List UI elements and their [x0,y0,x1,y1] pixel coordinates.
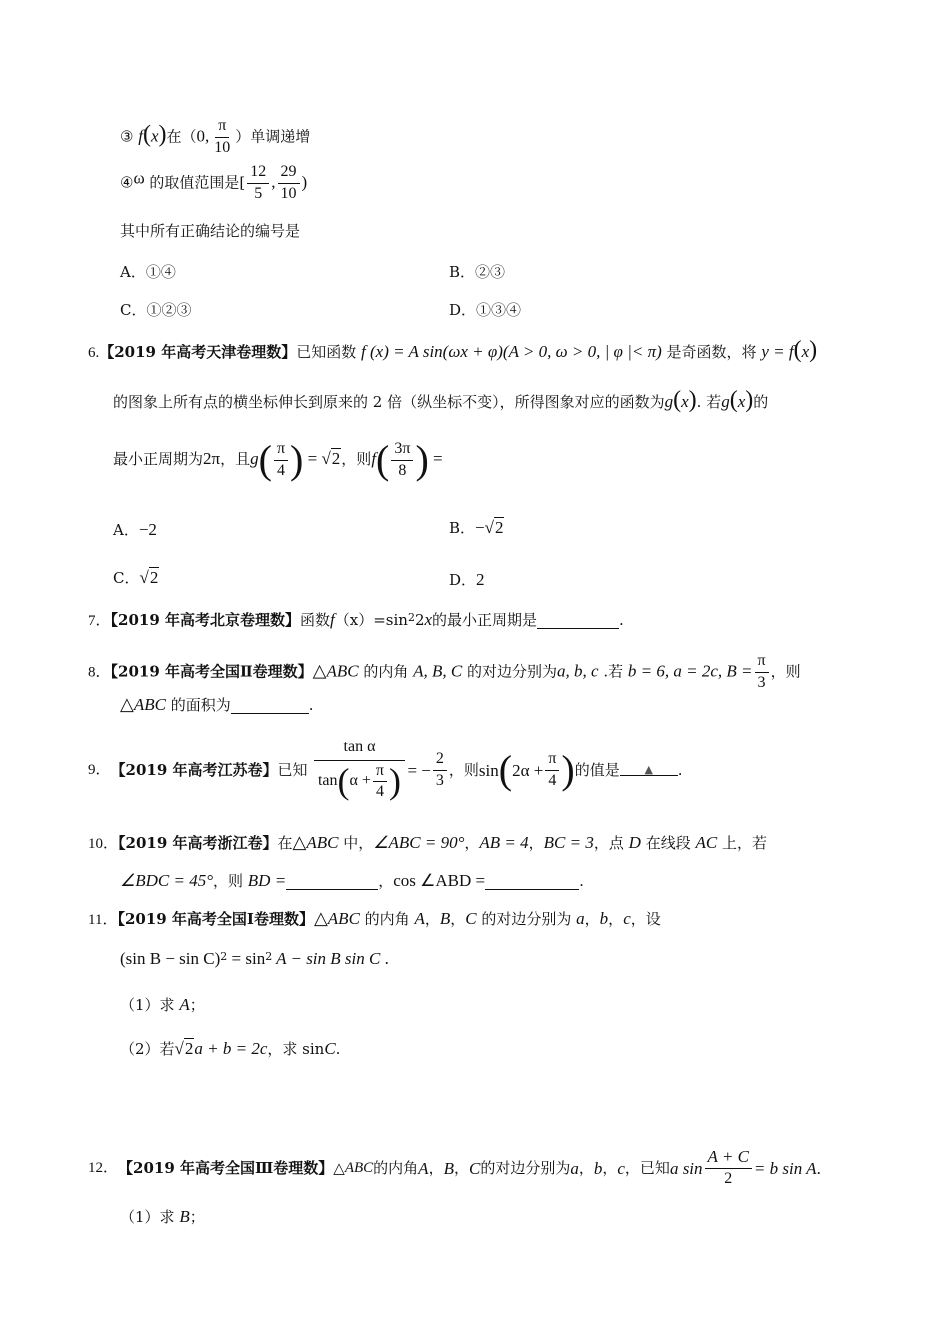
source-tag: 【2019 年高考北京卷理数】 [110,611,300,629]
answer-blank [485,874,579,890]
source-tag: 【2019 年高考全国Ⅲ卷理数】 [118,1158,334,1177]
q8-line-2: △ABC 的面积为 . [120,694,314,715]
item-marker: ④ [120,173,134,192]
square-root: √2 [484,518,504,537]
q6-line-1: 6.【2019 年高考天津卷理数】已知函数 f (x) = A sin(ωx + φ)(A > 0, ω > 0, | φ |< π) 是奇函数，将 y = f(x) [88,337,818,363]
source-tag: 【2019 年高考浙江卷】 [118,834,278,852]
fraction: $\frac{A + C}{2}$ [705,1148,752,1188]
q6-line-2: 的图象上所有点的横坐标伸长到原来的 2 倍（纵坐标不变），所得图象对应的函数为g(x). 若g(x)的 [113,387,769,413]
triangle-symbol: △ [120,694,134,715]
source-tag: 【2019 年高考全国Ⅱ卷理数】 [110,662,313,681]
q5-option-b: B．②③ [449,263,506,281]
source-tag: 【2019 年高考江苏卷】 [110,760,278,779]
source-tag: 【2019 年高考全国Ⅰ卷理数】 [117,910,314,928]
triangle-symbol: △ [312,660,327,682]
q12-line-1: 12． 【2019 年高考全国Ⅲ卷理数】 △ ABC 的内角 A ， B ， C 的对边分别为 a ， b ， c ，已知 a sin $\frac{A + C}{2}$ = b sin A . [88,1147,821,1188]
q10-line-2: ∠BDC = 45°，则 BD = ，cos ∠ABD = . [120,871,584,890]
fraction: $\frac{29}{10}$ [278,164,300,203]
q12-part-1: （1）求 B； [120,1207,205,1226]
q5-prompt: 其中所有正确结论的编号是 [120,222,301,240]
q5-option-a: A．①④ [120,263,176,281]
square-root: √2 [139,568,159,587]
fraction: $\frac{\pi}{4}$ [373,763,387,802]
q9-line: 9． 【2019 年高考江苏卷】 已知 tan α tan ( α + $\frac{\pi}{4}$ ) = − $\frac{2}{3}$ ，则 sin ( 2α + $\frac{\pi}{4}$ ) 的值是 ▲ . [88,737,683,801]
square-root: √2 [174,1039,194,1058]
q5-option-c: C．①②③ [120,301,192,319]
triangle-symbol: △ [333,1158,345,1177]
fraction: $\frac{\pi}{4}$ [545,751,559,790]
q11-equation: (sin $B - \sin C)^2 = \sin^2 A - \sin B$ sin C . [120,949,389,968]
q6-option-c: C．√2 [113,568,159,587]
square-root: √2 [321,449,341,468]
fraction: $\frac{3\pi}{8}$ [391,441,413,480]
triangle-symbol: △ [292,832,307,853]
answer-blank: ▲ [620,764,678,776]
answer-blank [231,698,309,714]
fraction: $\frac{2}{3}$ [433,751,447,790]
q5-option-d: D．①③④ [449,301,522,319]
answer-blank [286,874,378,890]
fraction: $\frac{\pi}{4}$ [274,441,288,480]
question-number: 9． [88,761,111,778]
fraction: $\frac{\pi}{10}$ [214,117,231,156]
fraction: $\frac{\pi}{3}$ [755,653,769,692]
question-number: 12． [88,1159,119,1176]
question-number: 7． [88,613,111,629]
question-number: 11． [88,912,118,928]
q10-line-1: 10．【2019 年高考浙江卷】在△ABC 中，∠ABC = 90°，AB = 4，BC = 3，点 D 在线段 AC 上，若 [88,832,767,853]
question-number: 6. [88,345,100,361]
q6-option-a: A．−2 [113,520,157,539]
triangle-symbol: △ [313,908,328,929]
main-fraction: tan α tan ( α + $\frac{\pi}{4}$ ) [314,739,406,801]
q11-part-1: （1）求 A； [120,995,205,1014]
q11-line-1: 11．【2019 年高考全国Ⅰ卷理数】△ABC 的内角 A，B，C 的对边分别为 a，b，c，设 [88,908,661,929]
fraction: $\frac{12}{5}$ [247,164,269,203]
q5-item-3: ③ f(x)在（0, $\frac{\pi}{10}$ ）单调递增 [120,117,311,156]
question-number: 10． [88,836,119,852]
source-tag: 【2019 年高考天津卷理数】 [99,343,297,361]
question-number: 8． [88,664,111,681]
q6-option-b: B．−√2 [449,518,504,537]
q7-line: 7．【2019 年高考北京卷理数】函数$f(x)=\sin^22x$的最小正周期是 . [88,610,624,629]
q6-option-d: D．2 [449,570,485,589]
item-marker: ③ [120,127,134,146]
q11-part-2: （2）若√2a + b = 2c，求 sinC. [120,1039,341,1058]
q5-item-4: ④ω 的取值范围是[ $\frac{12}{5}$ , $\frac{29}{10}$ ) [120,163,308,202]
answer-blank [537,613,619,629]
q8-line-1: 8．【2019 年高考全国Ⅱ卷理数】△ABC 的内角 A, B, C 的对边分别为a, b, c .若 b = 6, a = 2c, B = $\frac{\pi}{3}$ ，则 [88,652,801,691]
q6-line-3: 最小正周期为2π，且g( $\frac{\pi}{4}$ ) = √2，则f( $\frac{3\pi}{8}$ ) = [113,437,443,482]
